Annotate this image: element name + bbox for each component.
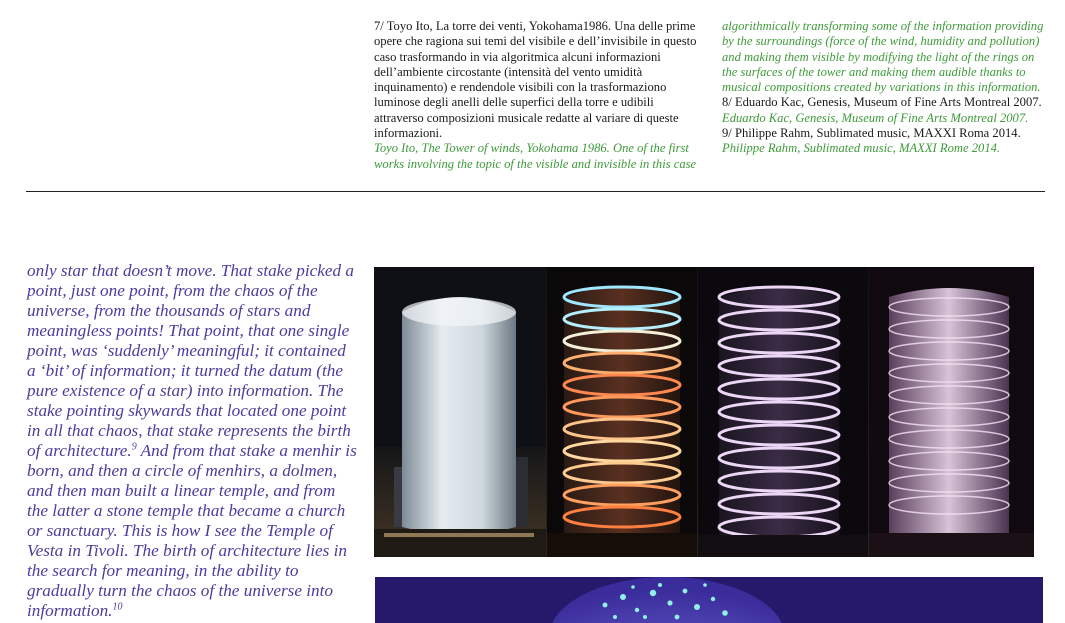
body-paragraph: [27, 261, 357, 621]
footnote-9-english: Philippe Rahm, Sublimated music, MAXXI Rome 2014.: [722, 141, 1001, 156]
footnotes-left-column: [374, 19, 704, 172]
footnote-7-italian: 7/ Toyo Ito, La torre dei venti, Yokohama1986. Una delle prime opere che ragiona sui temi del visibile e dell’invisibile in questo caso trasformando in via algoritmica alcuni informazioni dell’ambiente circostante (intensità del vento umidità inquinamento) e rendendole visibili con la trasformaziono luminose degli anelli delle superfici della torre e udibili attraverso composizioni musicale redatte al variare di queste informazioni.: [374, 19, 697, 141]
footnote-9-italian: 9/ Philippe Rahm, Sublimated music, MAXXI Roma 2014.: [722, 126, 1021, 141]
horizontal-divider: [26, 191, 1045, 192]
footnote-ref-9: 9: [131, 441, 137, 453]
footnote-8-english: Eduardo Kac, Genesis, Museum of Fine Arts Montreal 2007.: [722, 110, 1029, 125]
tower-panel-2: [547, 267, 697, 557]
body-text-part-1: only star that doesn’t move. That stake picked a point, just one point, from the chaos of the universe, from the thousands of stars and meaningless points! That point, that one single point, was ‘suddenly’ meaningful; it contained a ‘bit’ of information; it turned the datum (the pure existence of a star) into information. The stake pointing skywards that located one point in all that chaos, that stake represents the birth of architecture.: [27, 261, 354, 460]
body-text-part-2: And from that stake a menhir is born, and then a circle of menhirs, a dolmen, and then man built a linear temple, and from the latter a stone temple that became a church or sanctuary. This is how I see the Temple of Vesta in Tivoli. The birth of architecture lies in the search for meaning, in the ability to gradually turn the chaos of the universe into information.: [27, 441, 357, 620]
footnotes-right-column: [722, 19, 1044, 157]
footnote-ref-10: 10: [112, 601, 123, 613]
tower-of-winds-photo: [374, 267, 1034, 557]
footnote-7-english-continued: algorithmically transforming some of the information providing by the surroundings (force of the wind, humidity and pollution) and making them visible by modifying the light of the rings on the surfaces of the tower and making them audible thanks to musical compositions created by variations in this information.: [722, 19, 1044, 95]
footnote-8-italian: 8/ Eduardo Kac, Genesis, Museum of Fine Arts Montreal 2007.: [722, 95, 1042, 110]
tower-panel-1: [374, 267, 546, 557]
footnote-7-english: Toyo Ito, The Tower of winds, Yokohama 1986. One of the first works involving the topic of the visible and invisible in this case: [374, 141, 697, 171]
genesis-installation-photo: [375, 577, 1043, 623]
tower-panel-3: [698, 267, 868, 557]
tower-panel-4: [869, 267, 1034, 557]
